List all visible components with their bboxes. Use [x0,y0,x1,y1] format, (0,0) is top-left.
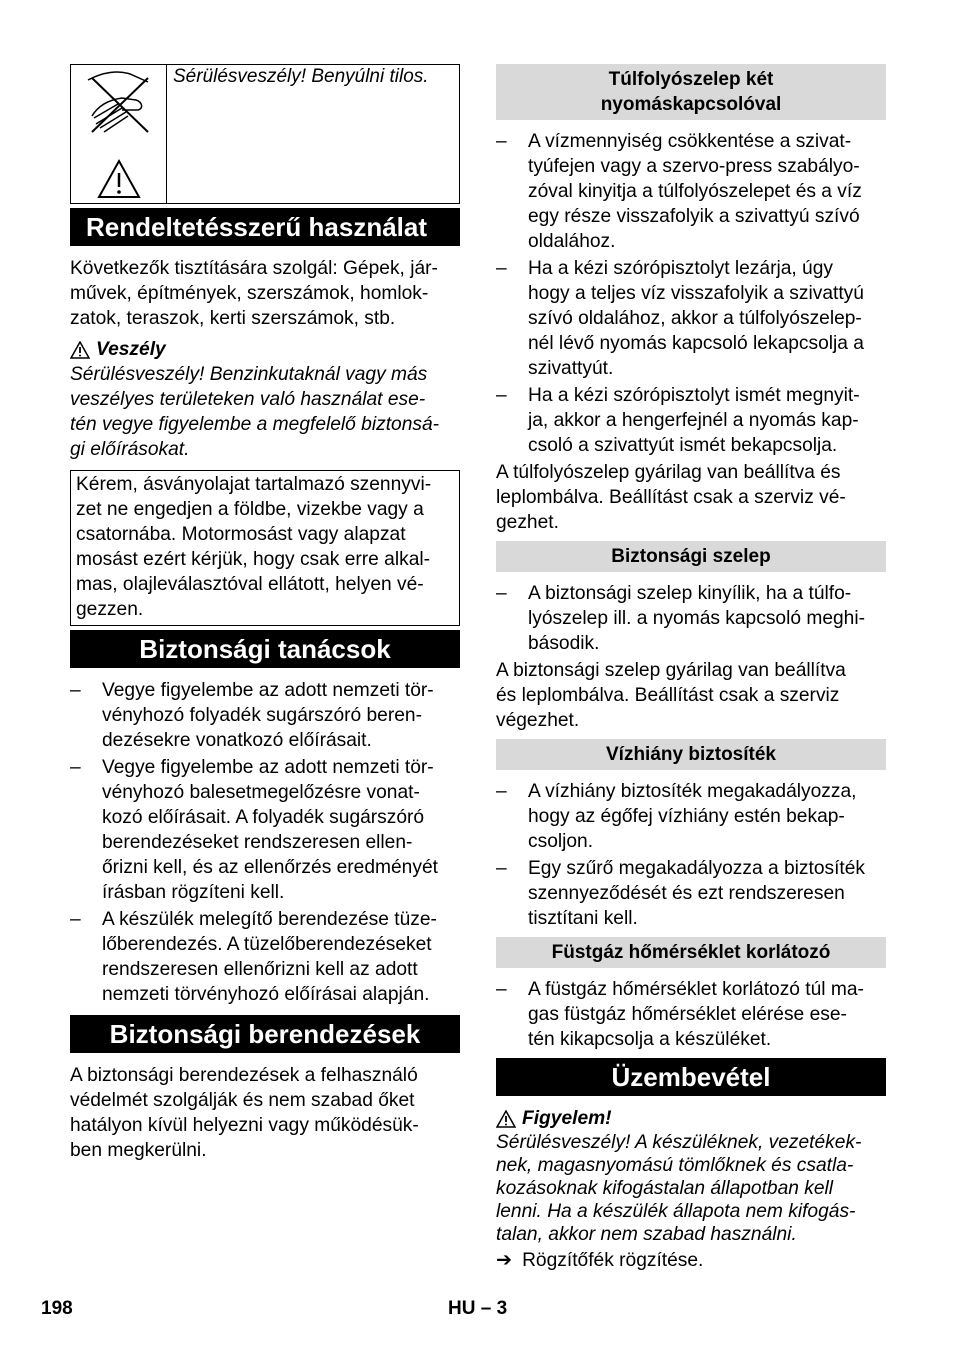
caution-heading [496,1106,886,1131]
list-item: – Vegye figyelembe az adott nemzeti tör- vényhozó balesetmegelőzésre vonat- kozó előírásait. A folyadék sugárszóró berendezéseket rendszeresen ellen- őrizni kell, és az ellenőrzés eredményét írásban rögzíteni kell. [70,757,438,903]
list-item: – Vegye figyelembe az adott nemzeti tör- vényhozó folyadék sugárszóró beren- dezésekre vonatkozó előírásait. [70,680,434,751]
right-column [496,64,886,1273]
subsection-title-overflow-valve: Túlfolyószelep két nyomáskapcsolóval [496,64,886,120]
warning-box [70,64,460,204]
section-title-commissioning: Üzembevétel [496,1058,886,1096]
overflow-valve-list [496,129,886,458]
safety-devices-text: A biztonsági berendezések a felhasználó védelmét szolgálják és nem szabad őket hatályon kívül helyezni vagy működésük- ben megkerülni. [70,1065,419,1161]
flue-gas-limiter-list [496,977,886,1052]
warning-box-text: Sérülésveszély! Benyúlni tilos. [173,66,429,87]
warning-triangle-icon [70,341,90,359]
section-title-intended-use: Rendeltetésszerű használat [70,208,460,246]
intended-use-text: Következők tisztítására szolgál: Gépek, jár- művek, építmények, szerszámok, homlok- zatok, teraszok, kerti szerszámok, stb. [70,258,438,329]
page-code: HU – 3 [448,1298,508,1319]
safety-valve-list [496,581,886,656]
safety-tips-list [70,678,460,1007]
list-item: – Egy szűrő megakadályozza a biztosíték szennyeződését és ezt rendszeresen tisztítani kell. [496,858,866,929]
section-title-safety-tips: Biztonsági tanácsok [70,630,460,668]
environment-note: Kérem, ásványolajat tartalmazó szennyvi- zet ne engedjen a földbe, vizekbe vagy a csatornába. Motormosást vagy alapzat mosást ezért kérjük, hogy csak erre alkal- mas, olajleválasztóval ellátott, helyen vé- gezzen. [70,470,460,626]
caution-label: Figyelem! [522,1108,612,1129]
warning-triangle-icon [496,1110,516,1128]
list-item: – A füstgáz hőmérséklet korlátozó túl ma- gas füstgáz hőmérséklet elérése ese- tén kikapcsolja a készüléket. [496,979,864,1050]
list-item: – Ha a kézi szórópisztolyt ismét megnyit- ja, akkor a hengerfejnél a nyomás kap- csoló a szivattyút ismét bekapcsolja. [496,385,860,456]
page-number: 198 [41,1298,73,1319]
step-text: Rögzítőfék rögzítése. [522,1250,704,1271]
section-title-safety-devices: Biztonsági berendezések [70,1015,460,1053]
danger-label: Veszély [96,339,166,360]
water-shortage-list [496,779,886,931]
warning-triangle-icon [97,158,141,200]
list-item: – A készülék melegítő berendezése tüze- lőberendezés. A tüzelőberendezéseket rendszeresen ellenőrizni kell az adott nemzeti törvényhozó előírásai alapján. [70,909,437,1005]
warning-box-icons [71,65,167,203]
left-column [70,64,460,1169]
list-item: – Ha a kézi szórópisztolyt lezárja, úgy hogy a teljes víz visszafolyik a szivattyú szívó oldalához, akkor a túlfolyószelep- nél lévő nyomás kapcsoló lekapcsolja a szivattyút. [496,258,864,379]
list-item: – A vízmennyiség csökkentése a szivat- tyúfejen vagy a szervo-press szabályo- zóval kinyitja a túlfolyószelepet és a víz egy része visszafolyik a szivattyú szívó oldalához. [496,131,862,252]
caution-text: Sérülésveszély! A készüléknek, vezetékek- nek, magasnyomású tömlőknek és csatla- kozásoknak kifogástalan állapotban kell lenni. Ha a készülék állapota nem kifogás- talan, akkor nem szabad használni. [496,1132,862,1245]
list-item: – A biztonsági szelep kinyílik, ha a túlfo- lyószelep ill. a nyomás kapcsoló meghi- básodik. [496,583,865,654]
subsection-title-water-shortage: Vízhiány biztosíték [496,739,886,770]
subsection-title-flue-gas-limiter: Füstgáz hőmérséklet korlátozó [496,937,886,968]
subsection-title-safety-valve: Biztonsági szelep [496,541,886,572]
danger-text: Sérülésveszély! Benzinkutaknál vagy más veszélyes területeken való használat ese- tén vegye figyelembe a megfelelő biztonsá- gi előírásokat. [70,364,440,460]
safety-valve-text: A biztonsági szelep gyárilag van beállítva és leplombálva. Beállítást csak a szerviz végezhet. [496,660,846,731]
step-line [496,1248,886,1273]
danger-heading [70,337,460,362]
no-hand-reach-icon [78,68,160,138]
arrow-right-icon: ➔ [496,1250,513,1271]
list-item: – A vízhiány biztosíték megakadályozza, hogy az égőfej vízhiány estén bekap- csoljon. [496,781,857,852]
overflow-valve-text: A túlfolyószelep gyárilag van beállítva és leplombálva. Beállítást csak a szerviz vé- gezhet. [496,462,846,533]
